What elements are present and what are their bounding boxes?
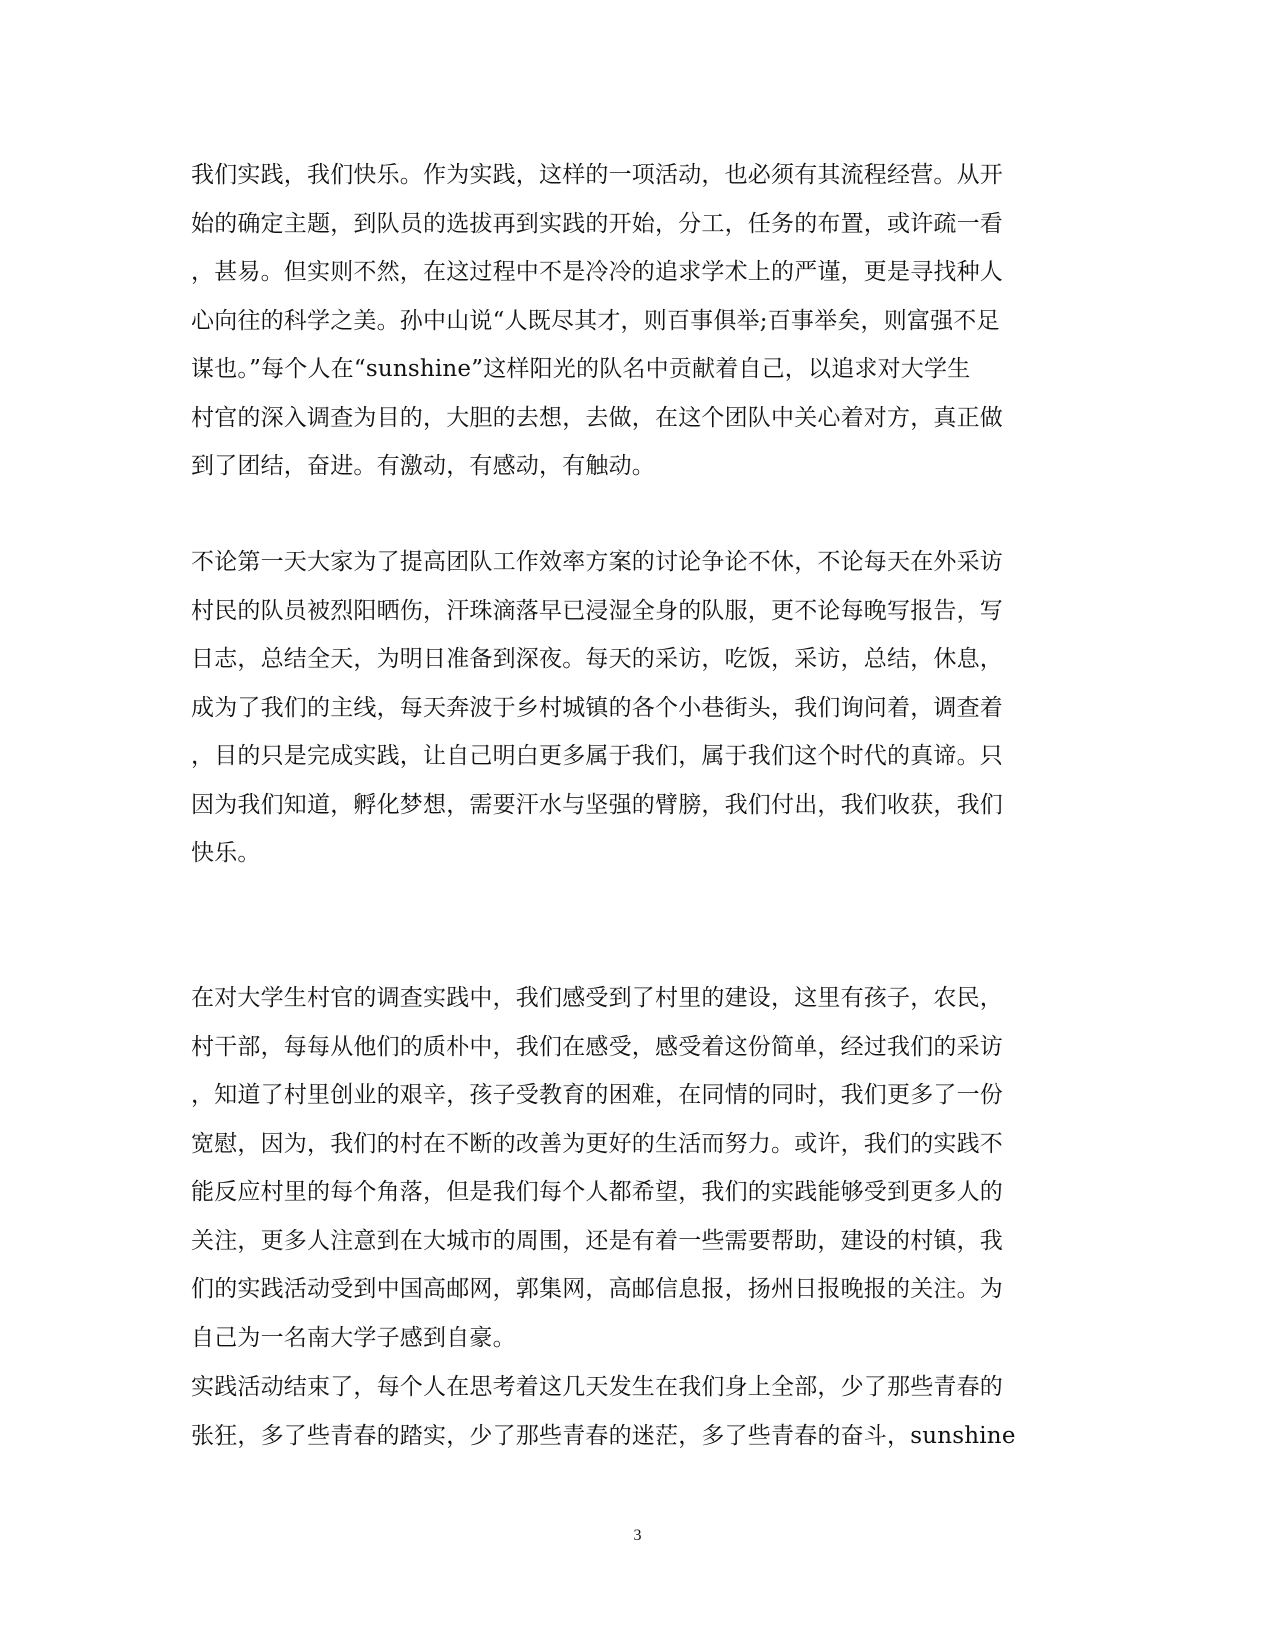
paragraph-3: [191, 974, 1091, 1362]
text-line: 不论第一天大家为了提高团队工作效率方案的讨论争论不休，不论每天在外采访: [191, 549, 1003, 575]
text-line: 张狂，多了些青春的踏实，少了那些青春的迷茫，多了些青春的奋斗，sunshine: [191, 1422, 1016, 1449]
text-line: 宽慰，因为，我们的村在不断的改善为更好的生活而努力。或许，我们的实践不: [191, 1130, 1003, 1157]
text-line: ，目的只是完成实践，让自己明白更多属于我们，属于我们这个时代的真谛。只: [191, 743, 1003, 769]
text-line: 快乐。: [191, 840, 261, 866]
text-line: 关注，更多人注意到在大城市的周围，还是有着一些需要帮助，建设的村镇，我: [191, 1227, 1003, 1254]
text-line: ，知道了村里创业的艰辛，孩子受教育的困难，在同情的同时，我们更多了一份: [191, 1082, 1003, 1108]
paragraph-2: [191, 538, 1091, 878]
text-line: 成为了我们的主线，每天奔波于乡村城镇的各个小巷街头，我们询问着，调查着: [191, 694, 1003, 721]
text-line: 实践活动结束了，每个人在思考着这几天发生在我们身上全部，少了那些青春的: [191, 1374, 1003, 1400]
text-line: 村干部，每每从他们的质朴中，我们在感受，感受着这份简单，经过我们的采访: [191, 1033, 1003, 1060]
text-line: 始的确定主题，到队员的选拔再到实践的开始，分工，任务的布置，或许疏一看: [191, 210, 1003, 237]
text-line: 自己为一名南大学子感到自豪。: [191, 1324, 516, 1351]
text-line: 我们实践，我们快乐。作为实践，这样的一项活动，也必须有其流程经营。从开: [191, 162, 1003, 188]
text-line: 谋也。”每个人在“sunshine”这样阳光的队名中贡献着自己，以追求对大学生: [191, 356, 971, 382]
text-line: ，甚易。但实则不然，在这过程中不是冷冷的追求学术上的严谨，更是寻找种人: [191, 259, 1003, 285]
text-line: 到了团结，奋进。有激动，有感动，有触动。: [191, 453, 655, 479]
page-number: 3: [633, 1527, 642, 1544]
text-line: 们的实践活动受到中国高邮网，郭集网，高邮信息报，扬州日报晚报的关注。为: [191, 1276, 1003, 1302]
text-line: 村官的深入调查为目的，大胆的去想，去做，在这个团队中关心着对方，真正做: [191, 404, 1003, 431]
text-line: 心向往的科学之美。孙中山说“人既尽其才，则百事俱举;百事举矣，则富强不足: [191, 307, 1000, 334]
paragraph-4: [191, 1363, 1091, 1460]
text-line: 在对大学生村官的调查实践中，我们感受到了村里的建设，这里有孩子，农民，: [191, 985, 1003, 1011]
paragraph-1: [191, 151, 1091, 491]
text-line: 日志，总结全天，为明日准备到深夜。每天的采访，吃饭，采访，总结，休息，: [191, 646, 1003, 672]
text-line: 因为我们知道，孵化梦想，需要汗水与坚强的臂膀，我们付出，我们收获，我们: [191, 791, 1003, 818]
text-line: 能反应村里的每个角落，但是我们每个人都希望，我们的实践能够受到更多人的: [191, 1179, 1003, 1205]
text-line: 村民的队员被烈阳晒伤，汗珠滴落早已浸湿全身的队服，更不论每晚写报告，写: [191, 597, 1003, 624]
